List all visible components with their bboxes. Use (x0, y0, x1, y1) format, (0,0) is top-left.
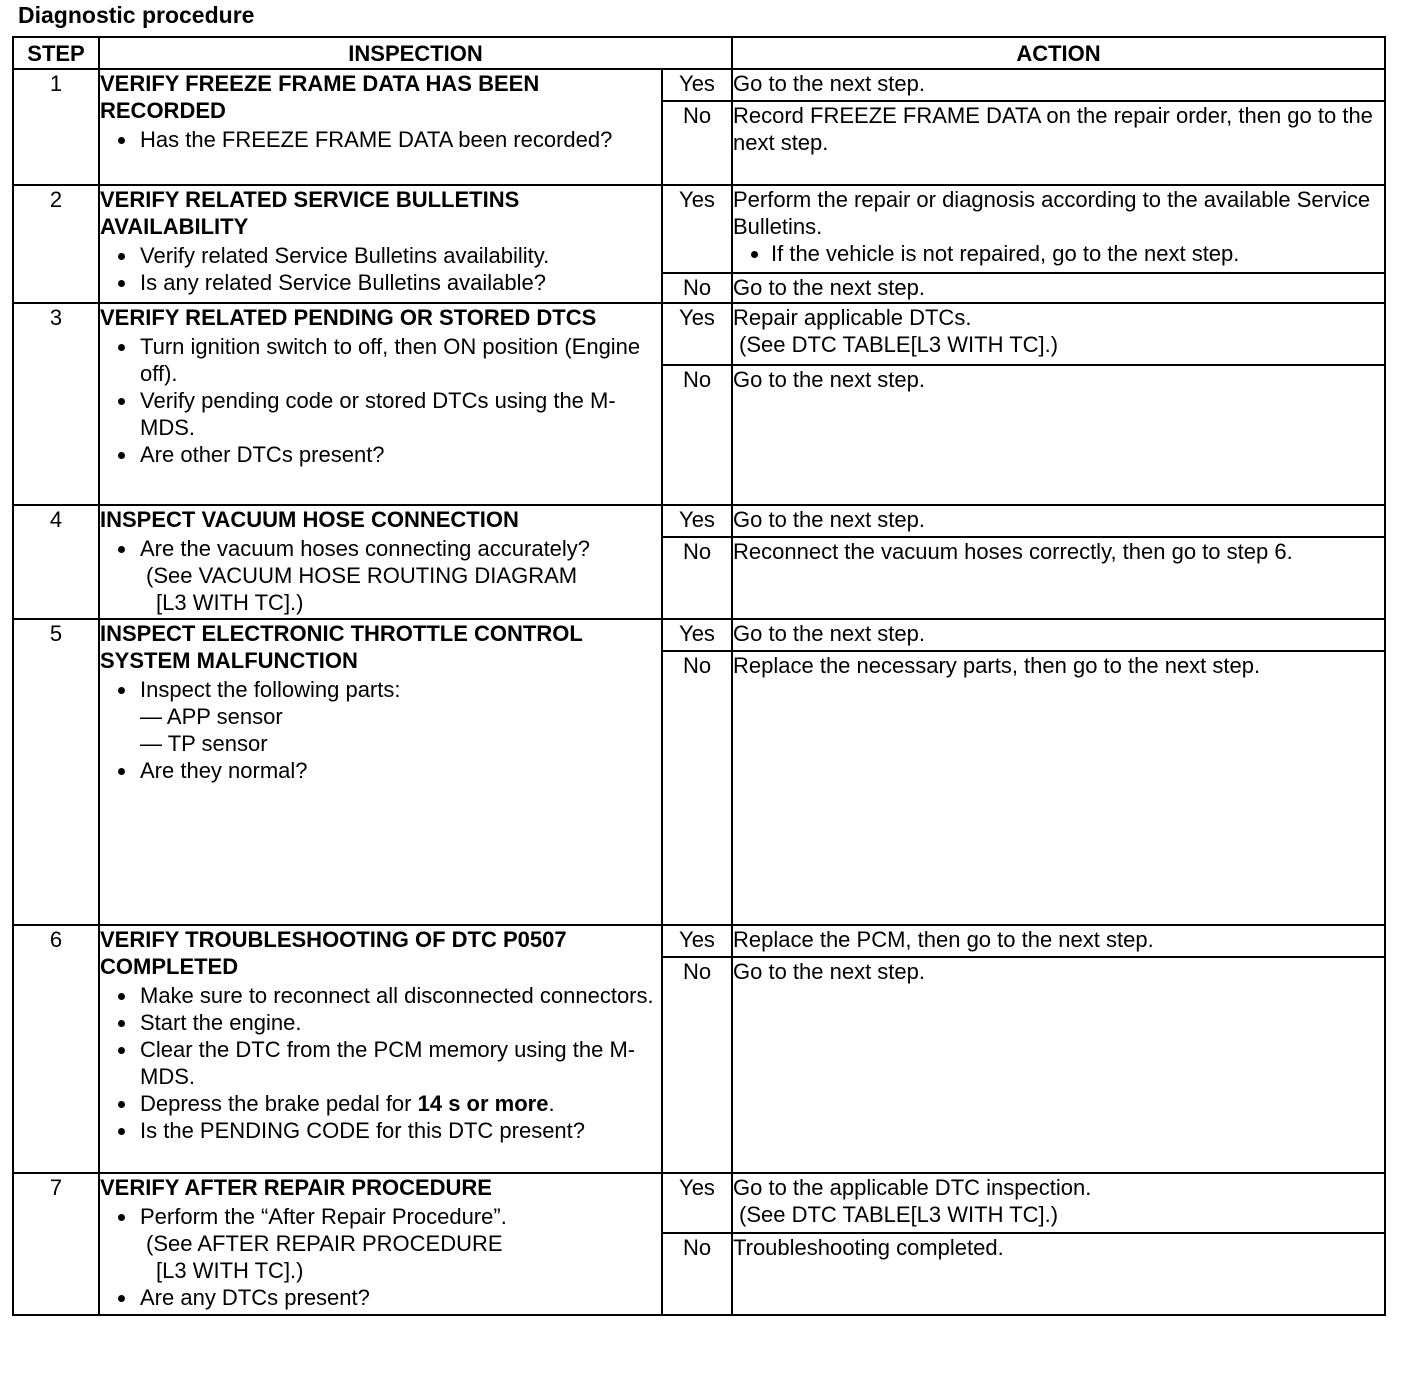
inspection-bullet: • Are they normal? (138, 757, 661, 784)
step-heading: VERIFY FREEZE FRAME DATA HAS BEEN RECORDED (100, 71, 540, 123)
sub-item-app-sensor: — APP sensor (140, 704, 283, 729)
step-1-yes-row (13, 69, 1385, 101)
inspection-bullet: • Is any related Service Bulletins available? (138, 269, 661, 296)
yes-action: Go to the next step. (732, 505, 1385, 537)
step-inspection (99, 619, 662, 925)
yes-action: Perform the repair or diagnosis according to the available Service Bulletins. (733, 187, 1371, 239)
dtc-table-reference: (See DTC TABLE[L3 WITH TC].) (739, 1202, 1059, 1227)
no-label: No (662, 957, 732, 1173)
step-inspection (99, 185, 662, 303)
no-action: Troubleshooting completed. (732, 1233, 1385, 1315)
yes-label: Yes (662, 303, 732, 365)
inspection-bullet: • Has the FREEZE FRAME DATA been recorded? (138, 126, 661, 153)
no-label: No (662, 273, 732, 303)
inspection-bullet (138, 1203, 661, 1284)
no-action: Go to the next step. (732, 957, 1385, 1173)
header-inspection: INSPECTION (99, 37, 732, 69)
action-bullet: • If the vehicle is not repaired, go to the next step. (771, 240, 1384, 267)
header-action: ACTION (732, 37, 1385, 69)
step-number: 3 (13, 303, 99, 505)
inspection-bullet: • Are other DTCs present? (138, 441, 661, 468)
yes-action: Go to the next step. (732, 69, 1385, 101)
step-3-yes-row (13, 303, 1385, 365)
no-label: No (662, 365, 732, 505)
header-row (13, 37, 1385, 69)
no-action: Go to the next step. (732, 365, 1385, 505)
step-heading: VERIFY TROUBLESHOOTING OF DTC P0507 COMPLETED (100, 927, 567, 979)
step-2-yes-row (13, 185, 1385, 273)
no-action: Record FREEZE FRAME DATA on the repair order, then go to the next step. (732, 101, 1385, 185)
yes-label: Yes (662, 1173, 732, 1233)
inspection-bullet: • Verify pending code or stored DTCs using the M-MDS. (138, 387, 661, 441)
inspection-bullet-text: Perform the “After Repair Procedure”. (140, 1204, 507, 1229)
step-4-yes-row (13, 505, 1385, 537)
no-label: No (662, 651, 732, 925)
yes-label: Yes (662, 69, 732, 101)
step-inspection (99, 505, 662, 619)
sub-item-tp-sensor: — TP sensor (140, 731, 268, 756)
diagnostic-procedure-table (12, 36, 1386, 1316)
yes-action-cell (732, 1173, 1385, 1233)
step-number: 1 (13, 69, 99, 185)
dtc-table-reference: (See DTC TABLE[L3 WITH TC].) (739, 332, 1059, 357)
inspection-bullet: • Make sure to reconnect all disconnected connectors. (138, 982, 661, 1009)
inspection-bullet-text: Are the vacuum hoses connecting accurately? (140, 536, 591, 561)
step-number: 4 (13, 505, 99, 619)
brake-text: Depress the brake pedal for (140, 1091, 418, 1116)
yes-action: Replace the PCM, then go to the next step. (732, 925, 1385, 957)
step-6-yes-row (13, 925, 1385, 957)
after-repair-reference: (See AFTER REPAIR PROCEDURE (146, 1231, 503, 1256)
inspection-bullet: • Is the PENDING CODE for this DTC present? (138, 1117, 661, 1144)
yes-label: Yes (662, 619, 732, 651)
step-inspection (99, 303, 662, 505)
yes-label: Yes (662, 925, 732, 957)
step-inspection (99, 1173, 662, 1315)
no-label: No (662, 1233, 732, 1315)
step-number: 7 (13, 1173, 99, 1315)
vacuum-hose-reference: (See VACUUM HOSE ROUTING DIAGRAM (146, 563, 578, 588)
inspection-bullet (138, 676, 661, 757)
vacuum-hose-reference-cont: [L3 WITH TC].) (156, 590, 304, 615)
yes-label: Yes (662, 505, 732, 537)
yes-action-cell (732, 185, 1385, 273)
yes-action: Go to the next step. (732, 619, 1385, 651)
step-inspection (99, 925, 662, 1173)
step-number: 5 (13, 619, 99, 925)
page-title: Diagnostic procedure (18, 2, 255, 28)
step-heading: INSPECT VACUUM HOSE CONNECTION (100, 507, 519, 532)
step-7-yes-row (13, 1173, 1385, 1233)
step-heading: VERIFY RELATED SERVICE BULLETINS AVAILABILITY (100, 187, 520, 239)
inspection-bullet: • Verify related Service Bulletins availability. (138, 242, 661, 269)
step-heading: INSPECT ELECTRONIC THROTTLE CONTROL SYSTEM MALFUNCTION (100, 621, 583, 673)
brake-duration: 14 s or more (417, 1091, 549, 1116)
no-action: Reconnect the vacuum hoses correctly, then go to step 6. (732, 537, 1385, 619)
yes-action: Repair applicable DTCs. (733, 305, 972, 330)
inspection-bullet: • Start the engine. (138, 1009, 661, 1036)
no-label: No (662, 537, 732, 619)
step-heading: VERIFY RELATED PENDING OR STORED DTCS (100, 305, 597, 330)
no-action: Replace the necessary parts, then go to the next step. (732, 651, 1385, 925)
yes-action: Go to the applicable DTC inspection. (733, 1175, 1092, 1200)
step-inspection (99, 69, 662, 185)
yes-action-cell (732, 303, 1385, 365)
after-repair-reference-cont: [L3 WITH TC].) (156, 1258, 304, 1283)
inspection-bullet-text: Inspect the following parts: (140, 677, 401, 702)
inspection-bullet: • Turn ignition switch to off, then ON position (Engine off). (138, 333, 661, 387)
yes-label: Yes (662, 185, 732, 273)
step-number: 2 (13, 185, 99, 303)
no-action: Go to the next step. (732, 273, 1385, 303)
step-number: 6 (13, 925, 99, 1173)
no-label: No (662, 101, 732, 185)
inspection-bullet (138, 1090, 661, 1117)
step-heading: VERIFY AFTER REPAIR PROCEDURE (100, 1175, 492, 1200)
step-5-yes-row (13, 619, 1385, 651)
inspection-bullet (138, 535, 661, 616)
inspection-bullet: • Clear the DTC from the PCM memory using the M-MDS. (138, 1036, 661, 1090)
inspection-bullet: • Are any DTCs present? (138, 1284, 661, 1311)
header-step: STEP (13, 37, 99, 69)
brake-period: . (548, 1091, 555, 1116)
